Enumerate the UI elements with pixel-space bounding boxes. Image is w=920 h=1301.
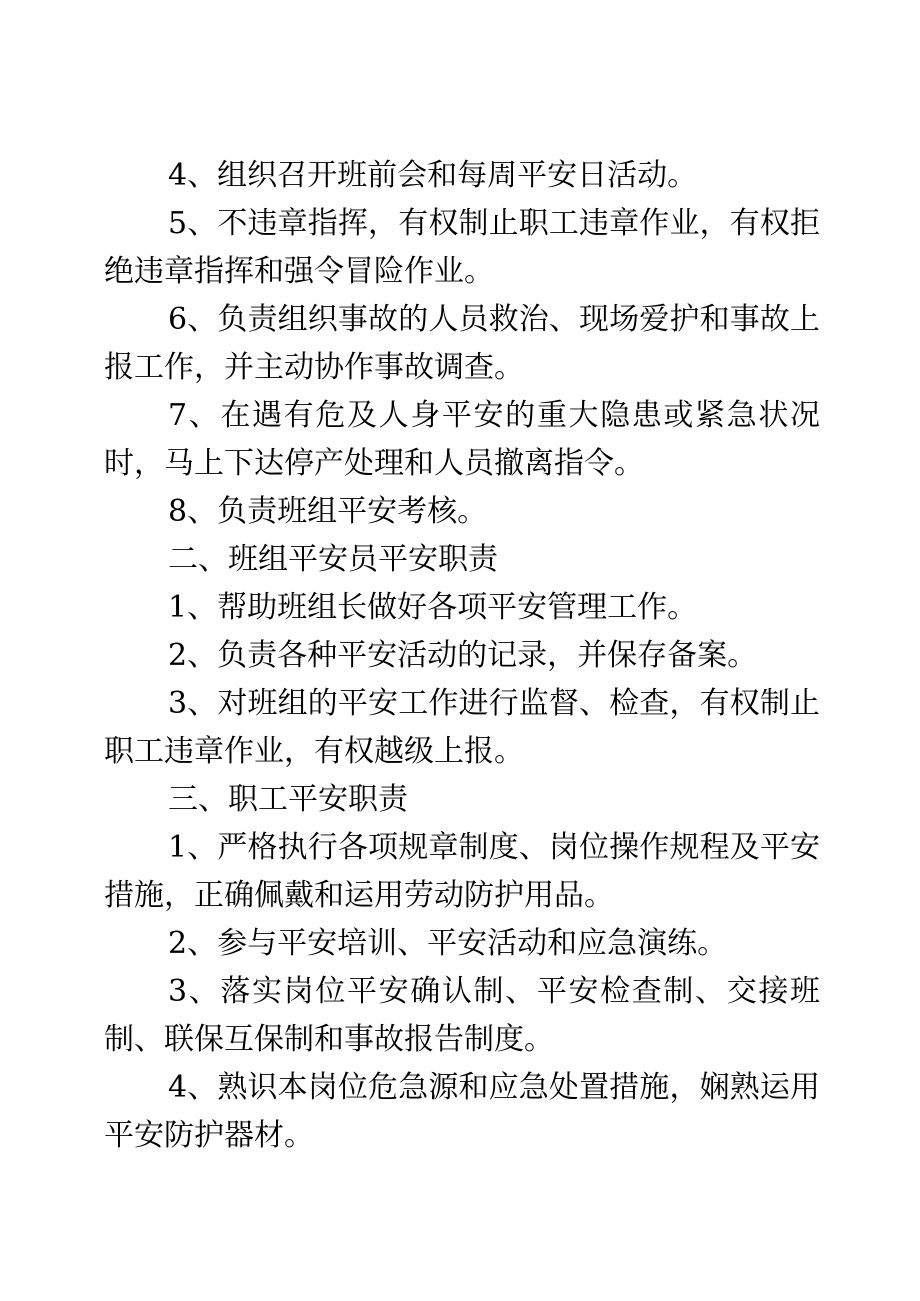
section-heading-safety-officer: 二、班组平安员平安职责 (168, 542, 498, 577)
paragraph-item-4-meetings: 4、组织召开班前会和每周平安日活动。 (168, 158, 698, 193)
section-heading-worker-safety: 三、职工平安职责 (168, 782, 408, 817)
paragraph-worker-item-2: 2、参与平安培训、平安活动和应急演练。 (168, 926, 728, 961)
paragraph-worker-item-4: 4、熟识本岗位危急源和应急处置措施，娴熟运用平安防护器材。 (104, 1070, 820, 1153)
paragraph-item-5-no-violation: 5、不违章指挥，有权制止职工违章作业，有权拒绝违章指挥和强令冒险作业。 (104, 206, 820, 289)
document-body (104, 152, 820, 1160)
paragraph-worker-item-3: 3、落实岗位平安确认制、平安检查制、交接班制、联保互保制和事故报告制度。 (104, 974, 820, 1057)
paragraph-worker-item-1: 1、严格执行各项规章制度、岗位操作规程及平安措施，正确佩戴和运用劳动防护用品。 (104, 830, 820, 913)
paragraph-item-6-accident-response: 6、负责组织事故的人员救治、现场爱护和事故上报工作，并主动协作事故调查。 (104, 302, 820, 385)
paragraph-officer-item-2: 2、负责各种平安活动的记录，并保存备案。 (168, 638, 758, 673)
paragraph-item-7-emergency-stop: 7、在遇有危及人身平安的重大隐患或紧急状况时，马上下达停产处理和人员撤离指令。 (104, 398, 820, 481)
paragraph-officer-item-1: 1、帮助班组长做好各项平安管理工作。 (168, 590, 698, 625)
paragraph-officer-item-3: 3、对班组的平安工作进行监督、检查，有权制止职工违章作业，有权越级上报。 (104, 686, 820, 769)
paragraph-item-8-assessment: 8、负责班组平安考核。 (168, 494, 488, 529)
